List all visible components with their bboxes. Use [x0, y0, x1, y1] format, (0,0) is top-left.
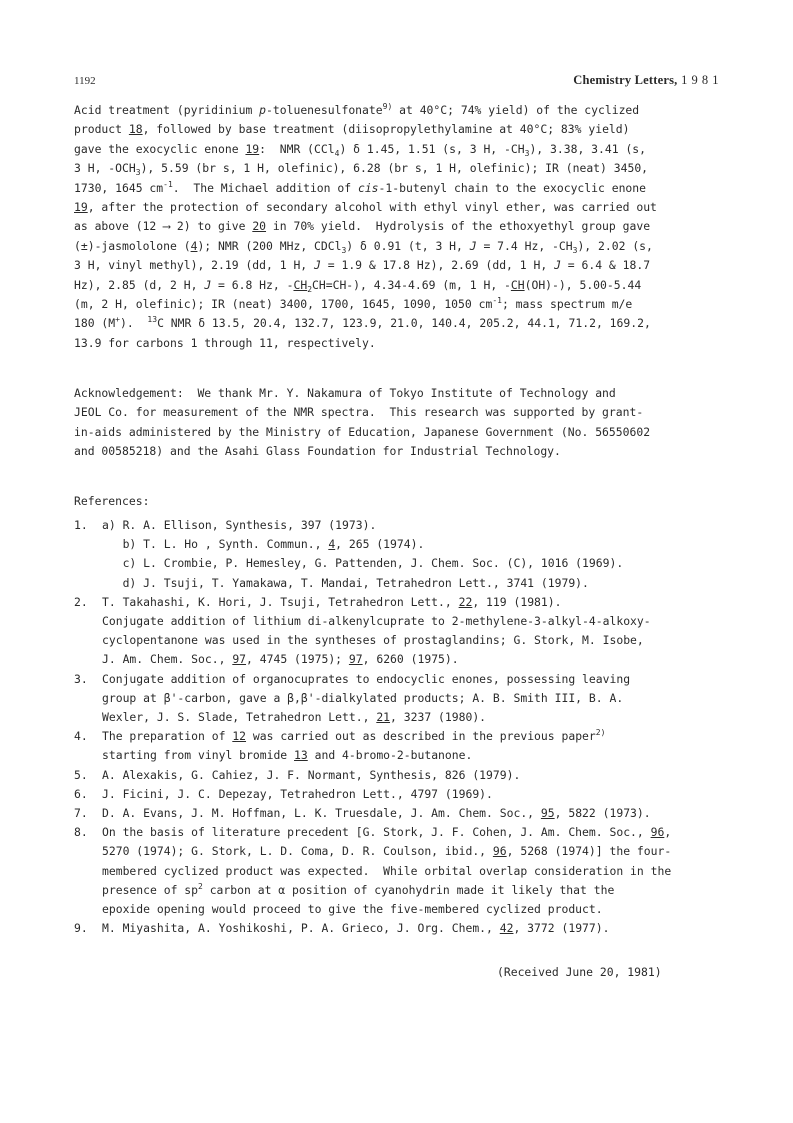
- reference-item: 6. J. Ficini, J. C. Depezay, Tetrahedron Lett., 4797 (1969).: [74, 786, 493, 801]
- reference-item: 9. M. Miyashita, A. Yoshikoshi, P. A. Grieco, J. Org. Chem., 42, 3772 (1977).: [74, 921, 610, 936]
- reference-item: 4. The preparation of 12 was carried out as described in the previous paper$^{2)}$ starting from vinyl bromide 13 and 4-bromo-2-butanone.: [74, 728, 606, 763]
- compound-ref: 20: [252, 219, 267, 234]
- received-date: (Received June 20, 1981): [497, 965, 662, 979]
- reference-item: 2. T. Takahashi, K. Hori, J. Tsuji, Tetrahedron Lett., 22, 119 (1981). Conjugate addition of lithium di-alkenylcuprate to 2-methylene-3-alkyl-4-alkoxy- cyclopentanone was used in the syntheses of prostaglandins; G. Stork, M. Isobe, J. Am. Chem. Soc., 97, 4745 (1975); 97, 6260 (1975).: [74, 594, 651, 667]
- reference-item: 5. A. Alexakis, G. Cahiez, J. F. Normant, Synthesis, 826 (1979).: [74, 767, 521, 782]
- reference-item: 1. a) R. A. Ellison, Synthesis, 397 (1973). b) T. L. Ho , Synth. Commun., 4, 265 (1974). c) L. Crombie, P. Hemesley, G. Pattenden, J. Chem. Soc. (C), 1016 (1969). d) J. Tsuji, T. Yamakawa, T. Mandai, Tetrahedron Lett., 3741 (1979).: [74, 518, 624, 590]
- compound-ref: 18: [128, 122, 143, 137]
- compound-ref: 19: [74, 200, 88, 215]
- journal-name: Chemistry Letters, 1 9 8 1: [573, 73, 719, 87]
- journal-year: 1 9 8 1: [681, 73, 719, 87]
- reference-item: 7. D. A. Evans, J. M. Hoffman, L. K. Truesdale, J. Am. Chem. Soc., 95, 5822 (1973).: [74, 806, 651, 821]
- references-heading: References:: [74, 494, 150, 508]
- reference-item: 8. On the basis of literature precedent [G. Stork, J. F. Cohen, J. Am. Chem. Soc., 96, 5270 (1974); G. Stork, L. D. Coma, D. R. Coulson, ibid., 96, 5268 (1974)] the four- membered cyclized product was expected. While orbital overlap consideration in the presence of $sp^2$ carbon at α position of cyanohydrin made it likely that the epoxide opening would proceed to give the five-membered cyclized product.: [74, 825, 672, 917]
- reference-list: [74, 516, 764, 938]
- compound-ref: 19: [245, 141, 260, 156]
- reference-item: 3. Conjugate addition of organocuprates to endocyclic enones, possessing leaving group at β'-carbon, gave a β,β'-dialkylated products; A. B. Smith III, B. A. Wexler, J. S. Slade, Tetrahedron Lett., 21, 3237 (1980).: [74, 671, 631, 725]
- page-number: 1192: [74, 75, 96, 87]
- acknowledgement-paragraph: Acknowledgement: We thank Mr. Y. Nakamura of Tokyo Institute of Technology and JEOL Co. for measurement of the NMR spectra. This research was supported by grant- in-aids administered by the Ministry of Education, Japanese Government (No. 56550602 and 00585218) and the Asahi Glass Foundation for Industrial Technology.: [74, 386, 651, 459]
- body-paragraph-results: Acid treatment (pyridinium p-toluenesulfonate$^{9)}$ at 40°C; 74% yield) of the cyclized product 18, followed by base treatment (diisopropylethylamine at 40°C; 83% yield) gave the exocyclic enone 19: NMR (CCl$_4$) δ 1.45, 1.51 (s, 3 H, $-CH_3$), 3.38, 3.41 (s, 3 H, $-OCH_3$), 5.59 (br s, 1 H, olefinic), 6.28 (br s, 1 H, olefinic); IR (neat) 3450, 1730, 1645 $cm^{-1}$. The Michael addition of cis-1-butenyl chain to the exocyclic enone 19, after the protection of secondary alcohol with ethyl vinyl ether, was carried out as above (12 ⟶ 2) to give 20 in 70% yield. Hydrolysis of the ethoxyethyl group gave (±)-jasmololone (4); NMR (200 MHz, CDCl$_3$) δ 0.91 (t, 3 H, J = 7.4 Hz, $-CH_3$), 2.02 (s, 3 H, vinyl methyl), 2.19 (dd, 1 H, J = 1.9 & 17.8 Hz), 2.69 (dd, 1 H, J = 6.4 & 18.7 Hz), 2.85 (d, 2 H, J = 6.8 Hz, $-CH_2CH=CH-$), 4.34-4.69 (m, 1 H, -CH(OH)-), 5.00-5.44 (m, 2 H, olefinic); IR (neat) 3400, 1700, 1645, 1090, 1050 $cm^{-1}$; mass spectrum m/e 180 (M+). $^{13}$C NMR δ 13.5, 20.4, 132.7, 123.9, 21.0, 140.4, 205.2, 44.1, 71.2, 169.2, 13.9 for carbons 1 through 11, respectively.: [74, 102, 657, 350]
- running-header: [74, 73, 719, 88]
- compound-ref: 4: [190, 238, 198, 253]
